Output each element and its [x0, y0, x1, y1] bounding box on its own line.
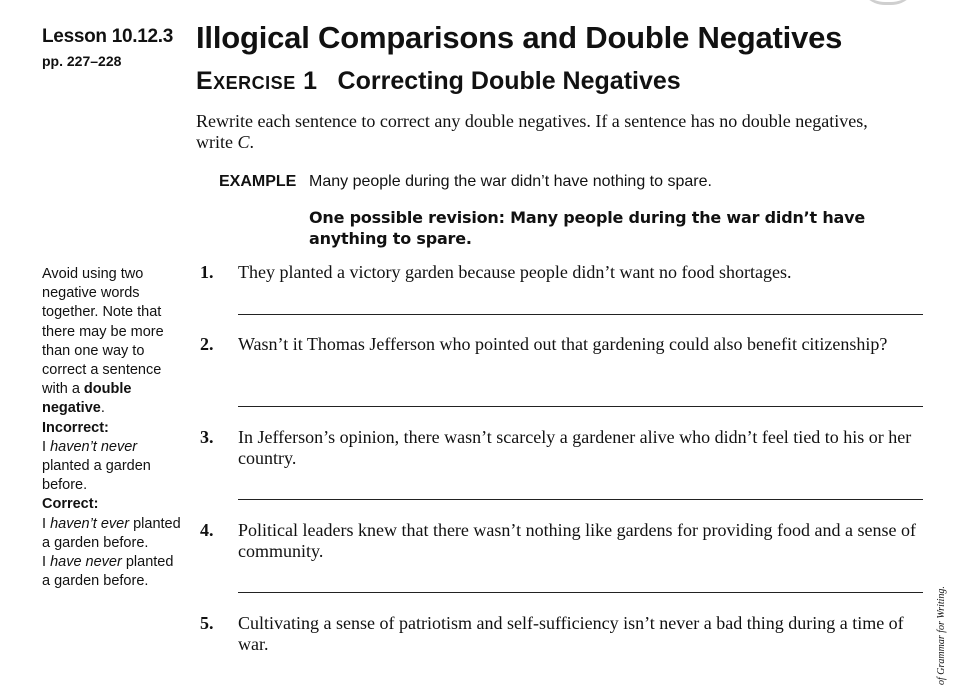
example-sentence: Many people during the war didn’t have nothing to spare. [309, 173, 712, 190]
sidebar-correct-example-2 [42, 553, 182, 591]
exercise-heading [196, 67, 681, 96]
side-credit [936, 585, 952, 685]
incorrect-pre: I [42, 438, 51, 455]
item-number: 2. [200, 334, 214, 354]
correct1-pre: I [42, 515, 51, 532]
item-number: 4. [200, 520, 214, 540]
correct1-italic: haven’t ever [50, 515, 130, 532]
sidebar-term: double negative [42, 381, 132, 417]
directions-c: C [237, 132, 250, 152]
exercise-number: Exercise 1 [196, 67, 318, 95]
correct2-italic: have never [50, 554, 122, 571]
sidebar-intro-end: . [100, 400, 105, 417]
item-sentence: In Jefferson’s opinion, there wasn’t scarcely a gardener alive who didn’t feel tied to his or her country. [238, 427, 912, 468]
item-number: 1. [200, 262, 214, 282]
sidebar-incorrect-label: Incorrect: [42, 419, 109, 436]
sidebar-correct-label: Correct: [42, 496, 99, 513]
example-label: EXAMPLE [219, 173, 297, 190]
item-sentence: They planted a victory garden because people didn’t want no food shortages. [238, 262, 792, 282]
directions-period: . [249, 132, 254, 152]
lesson-label: Lesson 10.12.3 [42, 26, 173, 47]
sidebar-intro [42, 265, 182, 419]
page-range: pp. 227–228 [42, 53, 122, 69]
answer-line-2[interactable] [238, 406, 923, 407]
correct2-post: planted a garden before. [42, 554, 174, 590]
sidebar-correct-example-1 [42, 515, 182, 553]
side-credit-text: of Grammar for Writing. [936, 586, 947, 685]
incorrect-post: planted a garden before. [42, 458, 151, 494]
corner-decoration [858, 0, 918, 5]
item-number: 3. [200, 427, 214, 447]
answer-line-4[interactable] [238, 592, 923, 593]
page-title: Illogical Comparisons and Double Negatives [196, 20, 843, 55]
correct2-pre: I [42, 554, 51, 571]
item-number: 5. [200, 613, 214, 633]
sidebar-tip [42, 265, 182, 591]
directions [196, 111, 896, 153]
sidebar-intro-text: Avoid using two negative words together. Note that there may be more than one way to correct a sentence with a [42, 266, 164, 398]
exercise-title: Correcting Double Negatives [337, 67, 681, 95]
answer-line-3[interactable] [238, 499, 923, 500]
incorrect-italic: haven’t never [50, 438, 138, 455]
example-answer: One possible revision: Many people during the war didn’t have anything to spare. [309, 208, 866, 248]
correct1-post: planted a garden before. [42, 515, 181, 551]
directions-text: Rewrite each sentence to correct any double negatives. If a sentence has no double negatives, write [196, 111, 868, 152]
item-sentence: Cultivating a sense of patriotism and self-sufficiency isn’t never a bad thing during a time of war. [238, 613, 904, 654]
item-sentence: Political leaders knew that there wasn’t nothing like gardens for providing food and a sense of community. [238, 520, 916, 561]
item-sentence: Wasn’t it Thomas Jefferson who pointed out that gardening could also benefit citizenship? [238, 334, 888, 354]
sidebar-incorrect-example [42, 438, 182, 496]
answer-line-1[interactable] [238, 314, 923, 315]
